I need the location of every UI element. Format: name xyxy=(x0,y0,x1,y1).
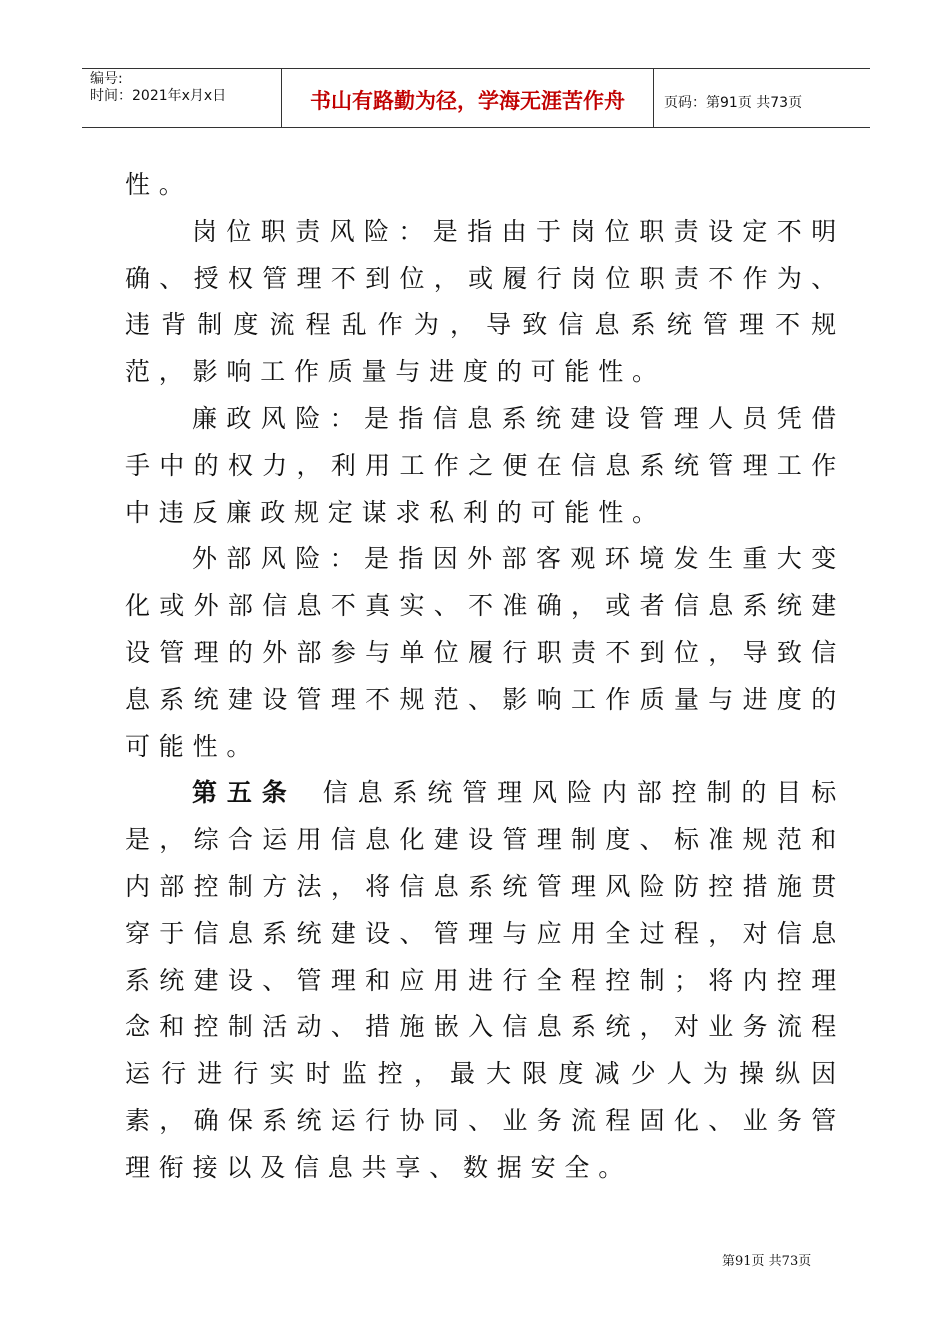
paragraph-integrity-risk: 廉政风险：是指信息系统建设管理人员凭借手中的权力，利用工作之便在信息系统管理工作中违反廉政规定谋求私利的可能性。 xyxy=(125,403,845,527)
article-heading: 第五条 xyxy=(192,778,297,808)
page-header xyxy=(82,68,870,128)
header-motto: 书山有路勤为径，学海无涯苦作舟 xyxy=(282,69,654,127)
page-footer: 第91页 共73页 xyxy=(722,1254,812,1269)
article-five-text: 信息系统管理风险内部控制的目标是，综合运用信息化建设管理制度、标准规范和内部控制方法，将信息系统管理风险防控措施贯穿于信息系统建设、管理与应用全过程，对信息系统建设、管理和应用进行全程控制；将内控理念和控制活动、措施嵌入信息系统，对业务流程运行进行实时监控，最大限度减少人为操纵因素，确保系统运行协同、业务流程固化、业务管理衔接以及信息共享、数据安全。 xyxy=(125,778,845,1182)
paragraph-external-risk: 外部风险：是指因外部客观环境发生重大变化或外部信息不真实、不准确，或者信息系统建设管理的外部参与单位履行职责不到位，导致信息系统建设管理不规范、影响工作质量与进度的可能性。 xyxy=(125,544,845,761)
doc-number-label: 编号: xyxy=(90,71,123,87)
paragraph-article-five xyxy=(125,770,845,1191)
document-body xyxy=(125,162,845,1192)
doc-time-label: 时间：2021年x月x日 xyxy=(90,88,227,104)
paragraph-post-duty-risk: 岗位职责风险：是指由于岗位职责设定不明确、授权管理不到位，或履行岗位职责不作为、违背制度流程乱作为，导致信息系统管理不规范，影响工作质量与进度的可能性。 xyxy=(125,216,845,387)
header-page-number: 页码：第91页 共73页 xyxy=(664,95,803,111)
paragraph-continuation: 性。 xyxy=(125,170,193,199)
header-meta xyxy=(82,69,282,127)
